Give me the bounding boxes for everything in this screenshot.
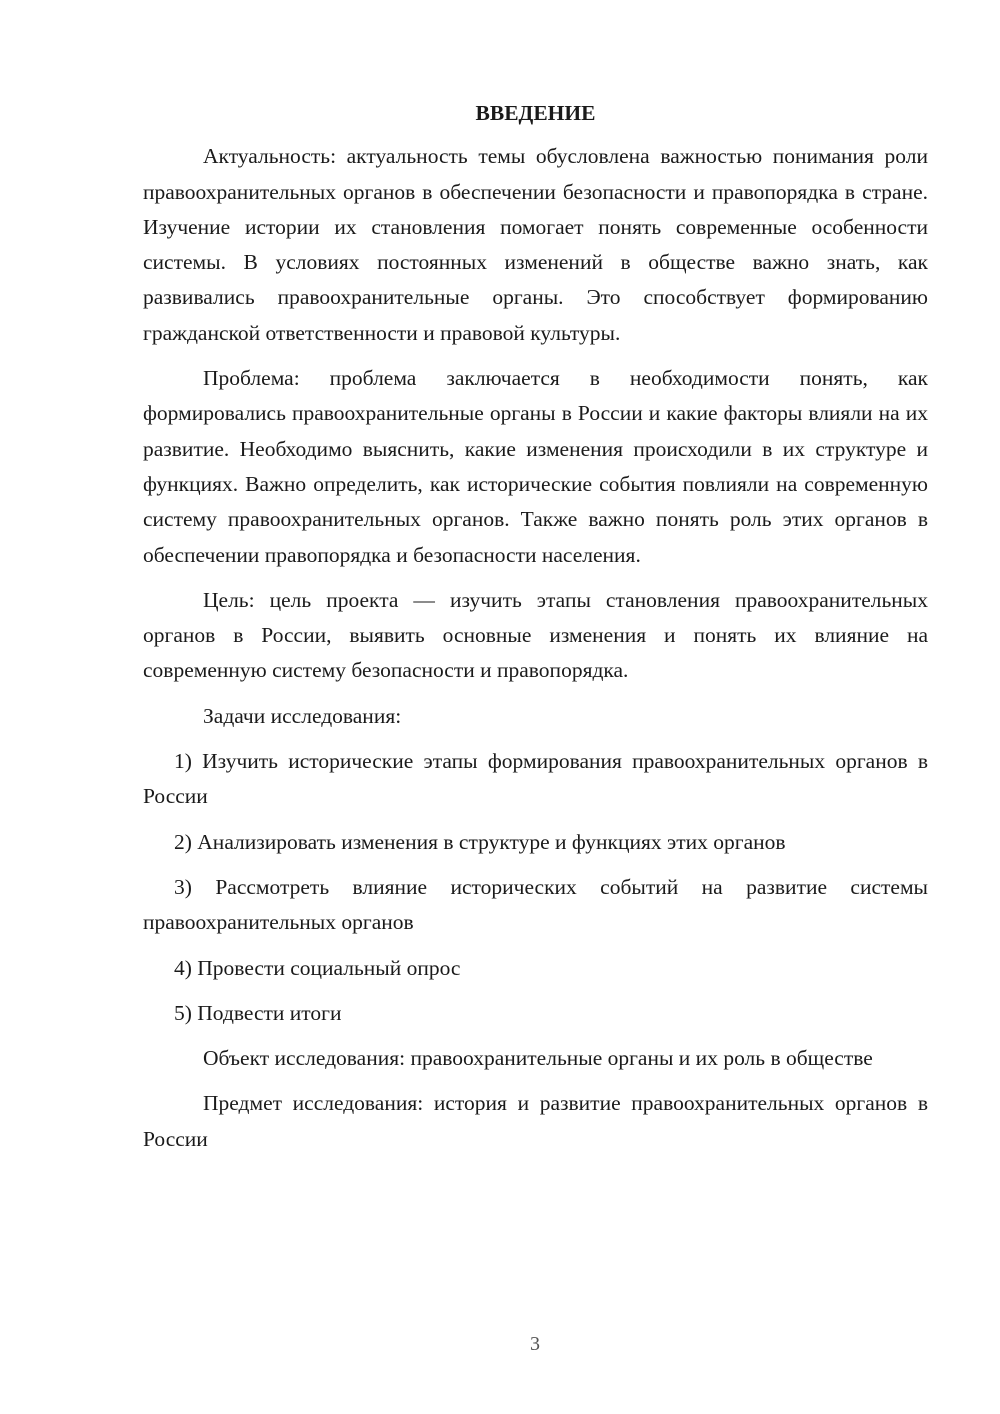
tasks-list bbox=[143, 744, 928, 1031]
research-object-paragraph: Объект исследования: правоохранительные органы и их роль в обществе bbox=[203, 1046, 873, 1071]
list-item: 1) Изучить исторические этапы формирования правоохранительных органов в России bbox=[143, 749, 928, 809]
page-body bbox=[143, 96, 928, 1167]
tasks-heading: Задачи исследования: bbox=[203, 703, 402, 728]
research-subject-paragraph: Предмет исследования: история и развитие правоохранительных органов в России bbox=[143, 1091, 928, 1151]
list-item: 4) Провести социальный опрос bbox=[174, 955, 461, 980]
list-item: 2) Анализировать изменения в структуре и функциях этих органов bbox=[174, 829, 786, 854]
relevance-paragraph: Актуальность: актуальность темы обусловлена важностью понимания роли правоохранительных органов в обеспечении безопасности и правопорядка в стране. Изучение истории их становления помогает понять современные особенности системы. В условиях постоянных изменений в обществе важно знать, как развивались правоохранительные органы. Это способствует формированию гражданской ответственности и правовой культуры. bbox=[143, 144, 928, 345]
section-heading: ВВЕДЕНИЕ bbox=[475, 101, 596, 125]
problem-paragraph: Проблема: проблема заключается в необходимости понять, как формировались правоохранительные органы в России и какие факторы влияли на их развитие. Необходимо выяснить, какие изменения происходили в их структуре и функциях. Важно определить, как исторические события повлияли на современную систему правоохранительных органов. Также важно понять роль этих органов в обеспечении правопорядка и безопасности населения. bbox=[143, 366, 928, 567]
goal-paragraph: Цель: цель проекта — изучить этапы становления правоохранительных органов в России, выявить основные изменения и понять их влияние на современную систему безопасности и правопорядка. bbox=[143, 587, 928, 683]
page-number: 3 bbox=[530, 1333, 540, 1355]
list-item: 5) Подвести итоги bbox=[174, 1000, 342, 1025]
list-item: 3) Рассмотреть влияние исторических событий на развитие системы правоохранительных органов bbox=[143, 874, 928, 935]
